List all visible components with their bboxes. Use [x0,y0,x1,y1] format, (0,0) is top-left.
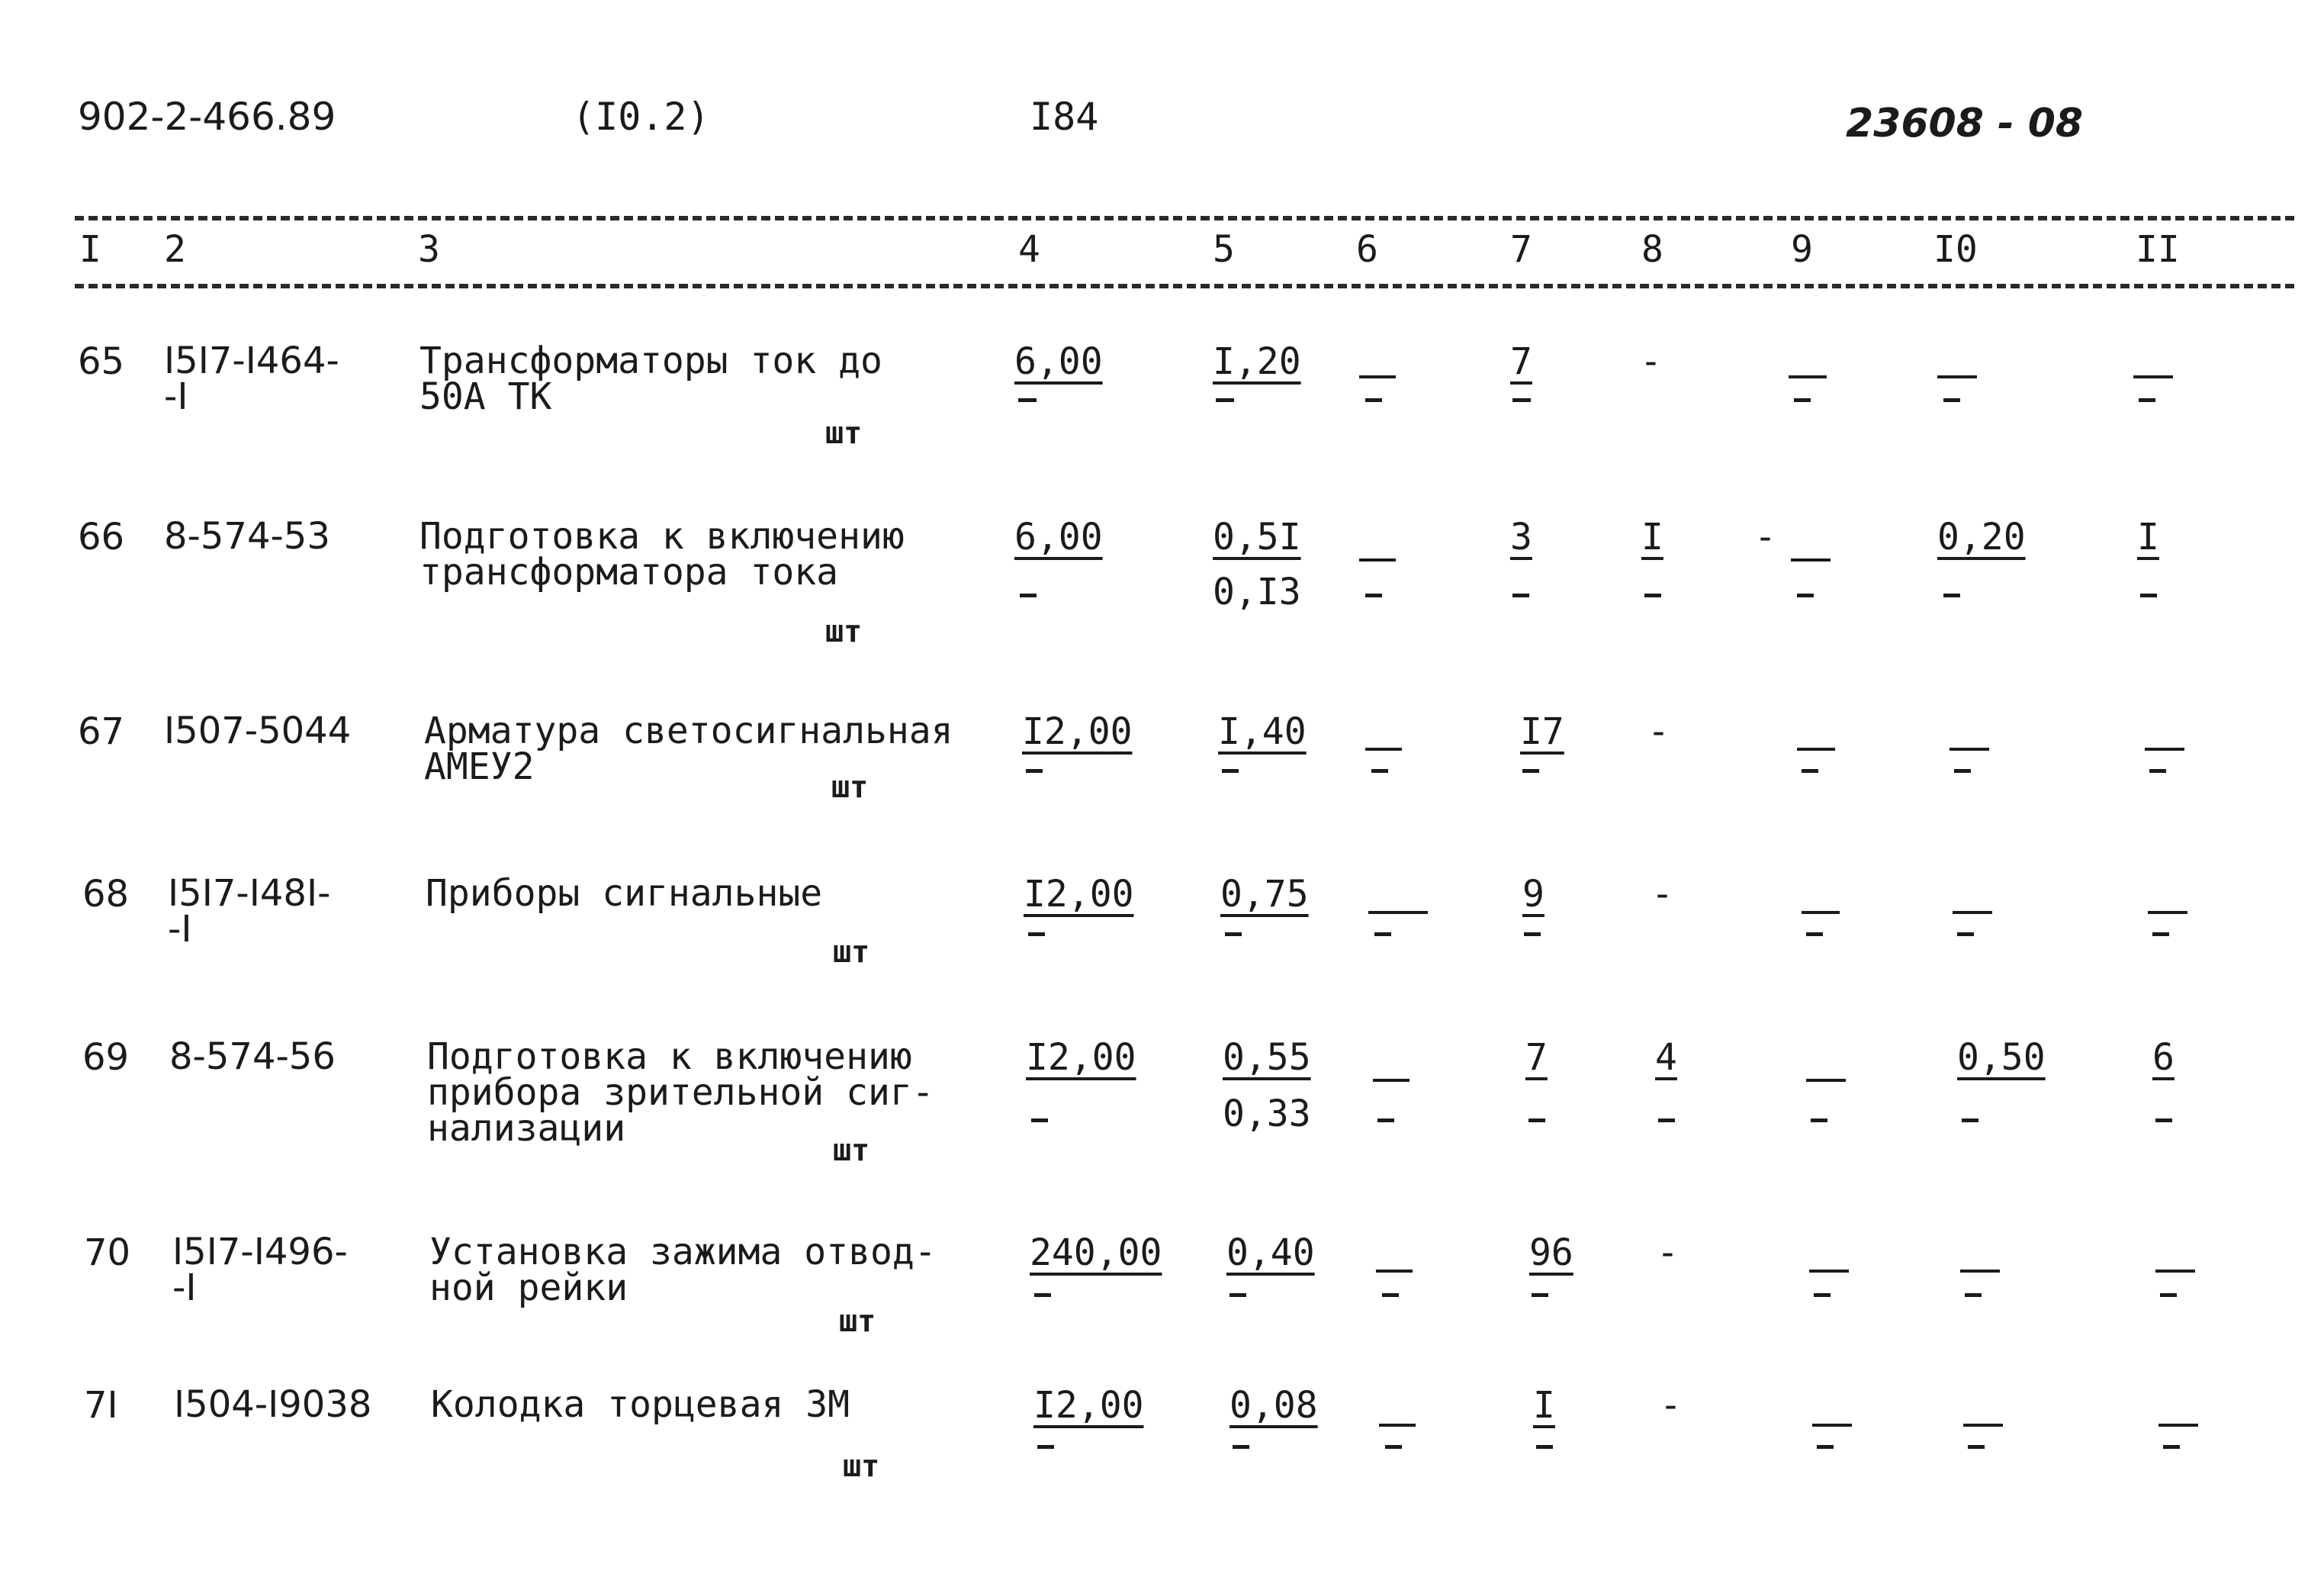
col11-eq [2158,1424,2198,1427]
col9-dash [1806,932,1823,936]
column-header-6: 6 [1356,228,1378,271]
col5-value: I,20 [1213,340,1301,383]
col4-value: 240,00 [1030,1231,1162,1274]
col11-eq [2148,911,2187,914]
col11-dash [2160,1293,2177,1297]
col6-dash [1365,398,1382,402]
col6-eq [1373,1079,1410,1082]
row-number: 66 [78,516,125,558]
col10-eq [1937,375,1977,378]
unit-label: шт [825,416,863,451]
col7-value: 7 [1525,1036,1548,1079]
col7-value: 96 [1529,1231,1573,1274]
resource-code: I5I7-I48I- -I [168,872,331,951]
col10-dash [1943,594,1960,597]
col8-value: - [1651,873,1673,916]
col7-dash [1512,398,1531,402]
col4-value: I2,00 [1022,710,1133,753]
col4-value: 6,00 [1014,340,1103,383]
col9-eq [1802,911,1840,914]
handwritten-code: 23608 - 08 [1846,101,2084,146]
col7-dash [1528,1118,1545,1122]
col5-value: 0,08 [1230,1384,1318,1427]
col6-eq [1368,911,1428,914]
col5-value: I,40 [1218,710,1307,753]
col6-dash [1374,932,1391,936]
col4-dash [1020,594,1037,597]
header-bottom-rule [75,284,2294,288]
col11-dash [2139,398,2155,402]
col5-value: 0,55 [1223,1036,1311,1079]
col8-value: - [1640,340,1662,383]
col10-dash [1957,932,1974,936]
page-number: I84 [1030,95,1099,139]
col11-dash [2163,1445,2180,1449]
col4-dash [1037,1445,1054,1449]
col11-value: 6 [2152,1036,2175,1079]
col7-value: I [1533,1384,1555,1427]
col5-dash [1216,398,1234,402]
unit-label: шт [843,1449,880,1484]
col11-eq [2133,375,2173,378]
resource-code: I507-5044 [164,710,352,752]
row-number: 7I [84,1384,118,1427]
col8-dash [1644,594,1661,597]
col5-dash [1233,1445,1249,1449]
col6-dash [1371,769,1388,773]
column-header-3: 3 [418,228,440,271]
col10-eq [1953,911,1992,914]
unit-label: шт [839,1304,876,1339]
col10-eq [1960,1270,2000,1273]
col9-dash [1817,1445,1834,1449]
col6-eq [1359,375,1396,378]
col10-eq [1950,748,1989,751]
column-header-8: 8 [1641,228,1663,271]
col6-eq [1376,1270,1413,1273]
column-header-11: II [2136,228,2180,271]
col4-value: I2,00 [1024,873,1134,916]
col9-eq [1797,748,1835,751]
col5-value: 0,40 [1226,1231,1315,1274]
row-number: 69 [82,1036,130,1079]
col4-dash [1034,1293,1051,1297]
col6-dash [1385,1445,1402,1449]
col6-dash [1377,1118,1394,1122]
resource-code: I5I7-I496- -I [172,1231,348,1309]
col6-eq [1365,748,1402,751]
col11-eq [2155,1270,2195,1273]
col9-dash [1814,1293,1831,1297]
col9-eq [1789,375,1827,378]
col6-eq [1379,1424,1416,1427]
column-header-5: 5 [1213,228,1235,271]
column-header-10: I0 [1933,228,1978,271]
col7-dash [1536,1445,1553,1449]
resource-code: 8-574-53 [164,515,330,558]
col11-eq [2145,748,2184,751]
col5-value: 0,5I [1213,516,1301,558]
col8-value: - [1660,1384,1682,1427]
col5-sub-value: 0,I3 [1213,571,1301,613]
document-number: 902-2-466.89 [78,95,336,139]
col10-value: 0,50 [1957,1036,2046,1079]
col4-dash [1026,769,1043,773]
col10-dash [1954,769,1971,773]
col6-dash [1382,1293,1399,1297]
col11-dash [2140,594,2157,597]
section-number: (I0.2) [572,95,710,139]
col4-value: 6,00 [1014,516,1103,558]
resource-code: 8-574-56 [169,1035,336,1078]
resource-code: I5I7-I464- -I [164,340,339,418]
col7-value: 3 [1510,516,1532,558]
col4-dash [1018,398,1037,402]
col6-eq [1359,558,1396,562]
col8-value: 4 [1655,1036,1677,1079]
column-header-2: 2 [164,228,186,271]
resource-code: I504-I9038 [174,1383,372,1426]
col11-dash [2149,769,2166,773]
row-number: 70 [84,1231,131,1274]
column-header-1: I [79,228,101,271]
col9-dash [1811,1118,1827,1122]
row-number: 68 [82,873,130,916]
col8-dash [1658,1118,1675,1122]
item-name: Арматура светосигнальная АМЕУ2 [424,710,953,788]
col10-value: 0,20 [1937,516,2026,558]
item-name: Подготовка к включению прибора зрительной сиг- нализации [427,1035,934,1150]
col9-dash [1797,594,1814,597]
item-name: Подготовка к включению трансформатора тока [419,515,905,594]
col9-dash [1794,398,1811,402]
unit-label: шт [831,770,869,805]
unit-label: шт [833,935,870,970]
col9-eq [1806,1079,1846,1082]
col5-sub-value: 0,33 [1223,1093,1311,1135]
item-name: Приборы сигнальные [426,872,823,915]
header-top-rule [75,216,2294,220]
col10-dash [1965,1293,1982,1297]
column-header-9: 9 [1791,228,1813,271]
col9-dash [1802,769,1818,773]
col5-value: 0,75 [1220,873,1309,916]
col4-value: I2,00 [1033,1384,1144,1427]
col10-dash [1962,1118,1978,1122]
col8-value: - [1647,710,1670,753]
col4-dash [1028,932,1045,936]
col7-dash [1522,769,1539,773]
col5-dash [1222,769,1239,773]
col11-value: I [2137,516,2159,558]
col7-value: I7 [1520,710,1564,753]
col9-prefix: - [1754,516,1776,558]
col6-dash [1365,594,1382,597]
col11-dash [2155,1118,2172,1122]
col4-value: I2,00 [1026,1036,1136,1079]
col11-dash [2152,932,2169,936]
col4-dash [1031,1118,1048,1122]
col7-value: 9 [1522,873,1545,916]
col7-dash [1512,594,1529,597]
unit-label: шт [833,1133,870,1168]
col10-eq [1963,1424,2003,1427]
unit-label: шт [825,614,863,649]
col7-dash [1524,932,1541,936]
col10-dash [1943,398,1960,402]
col5-dash [1225,932,1242,936]
column-header-7: 7 [1510,228,1532,271]
item-name: Колодка торцевая ЗМ [431,1383,850,1426]
col8-value: I [1641,516,1663,558]
col7-value: 7 [1510,340,1532,383]
col5-dash [1230,1293,1246,1297]
col10-dash [1968,1445,1985,1449]
col7-dash [1532,1293,1548,1297]
column-header-4: 4 [1018,228,1040,271]
item-name: Трансформаторы ток до 50А ТК [419,340,882,418]
col8-value: - [1657,1231,1679,1274]
row-number: 65 [78,340,125,383]
col9-eq [1812,1424,1852,1427]
col9-eq [1791,558,1831,562]
item-name: Установка зажима отвод- ной рейки [429,1231,937,1309]
row-number: 67 [78,710,125,753]
col9-eq [1809,1270,1849,1273]
